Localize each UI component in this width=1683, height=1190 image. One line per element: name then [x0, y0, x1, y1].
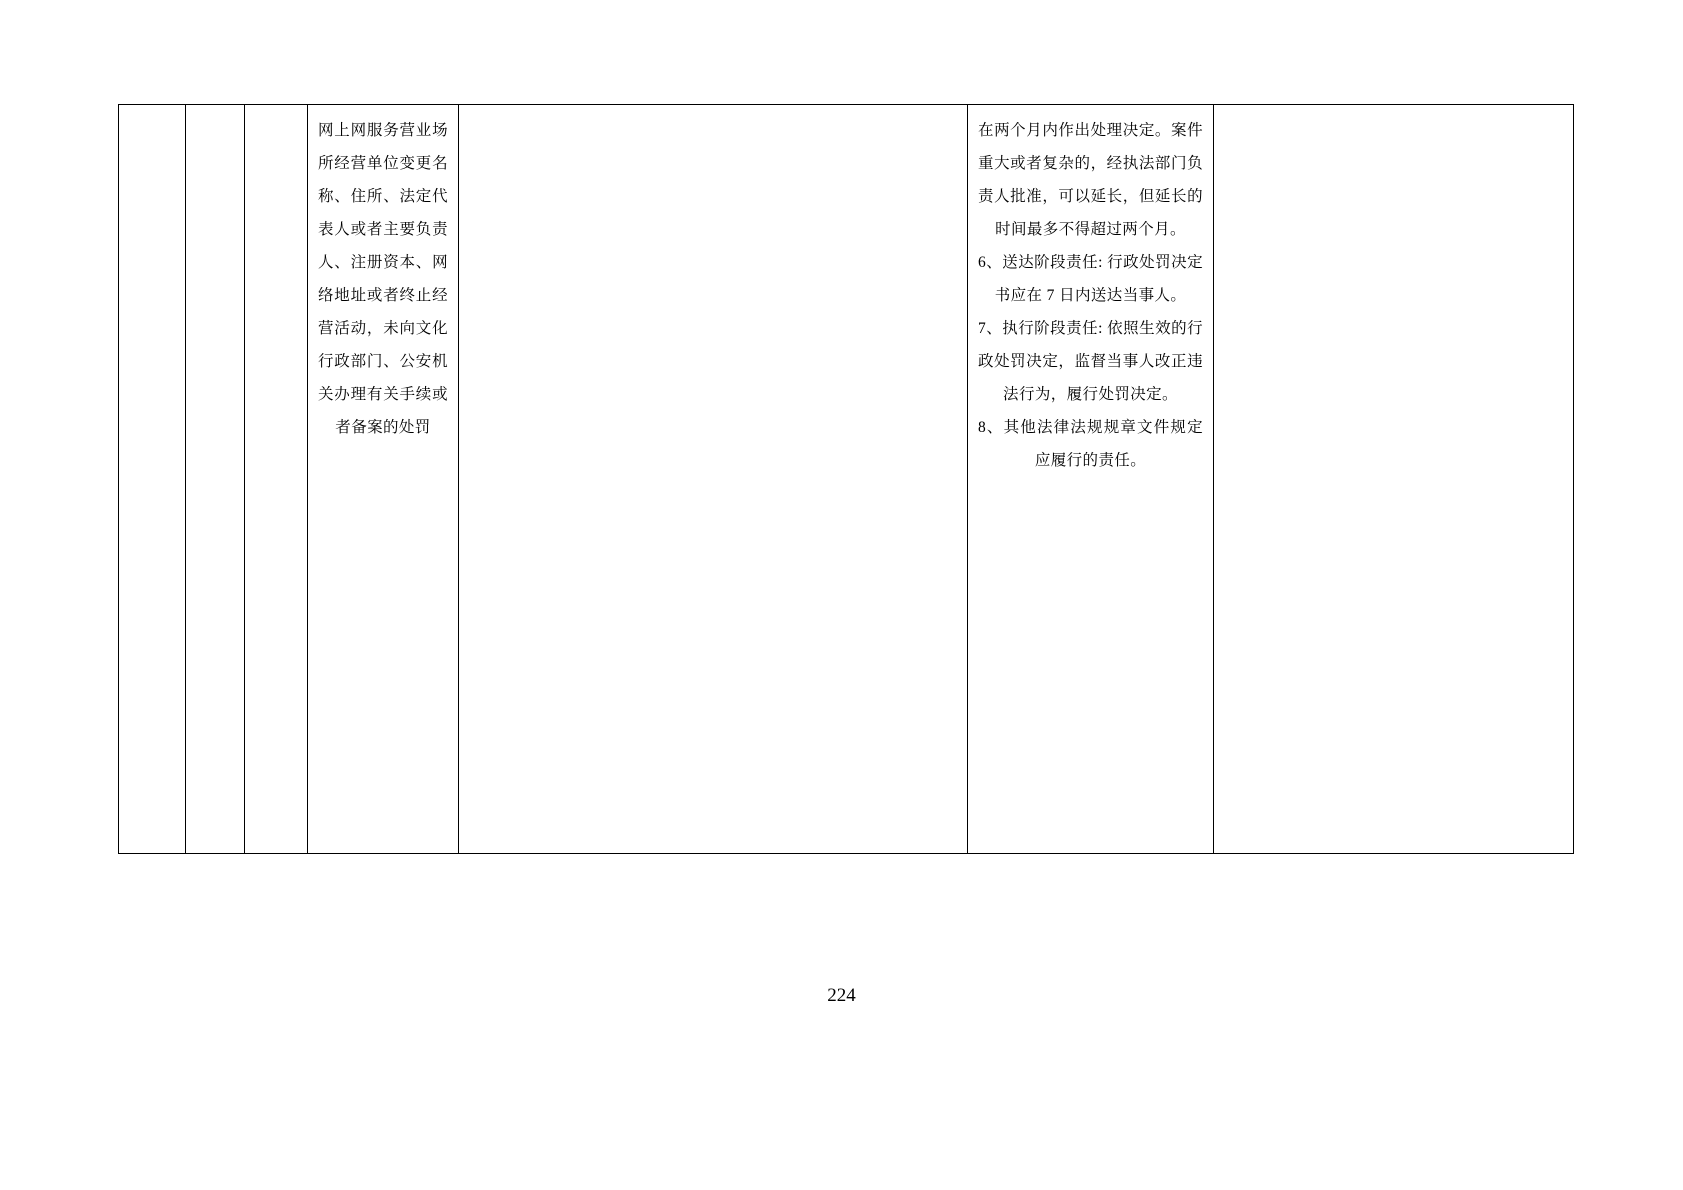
item-name-paragraph: 网上网服务营业场所经营单位变更名称、住所、法定代表人或者主要负责人、注册资本、网络地址或者终止经营活动，未向文化行政部门、公安机关办理有关手续或者备案的处罚	[318, 122, 448, 436]
page-number: 224	[827, 985, 856, 1006]
cell-type-text	[245, 105, 307, 124]
cell-responsibility-text	[968, 105, 1213, 477]
cell-item-name-text	[308, 105, 458, 444]
table-cell-item-name	[308, 105, 459, 854]
cell-category-text	[186, 105, 244, 124]
content-table	[118, 104, 1574, 854]
table-row	[119, 105, 1574, 854]
responsibility-paragraph-2: 6、送达阶段责任: 行政处罚决定书应在 7 日内送达当事人。	[978, 254, 1203, 304]
table-cell-index	[119, 105, 186, 854]
responsibility-paragraph-4: 8、其他法律法规规章文件规定应履行的责任。	[978, 419, 1203, 469]
table-cell-remarks	[1214, 105, 1574, 854]
table-cell-responsibility	[968, 105, 1214, 854]
cell-index-text	[119, 105, 185, 124]
table-cell-category	[186, 105, 245, 854]
responsibility-paragraph-1: 在两个月内作出处理决定。案件重大或者复杂的，经执法部门负责人批准，可以延长，但延长的时间最多不得超过两个月。	[978, 122, 1203, 238]
cell-basis-text	[459, 105, 967, 124]
table-cell-basis	[459, 105, 968, 854]
responsibility-paragraph-3: 7、执行阶段责任: 依照生效的行政处罚决定，监督当事人改正违法行为，履行处罚决定。	[978, 320, 1203, 403]
cell-remarks-text	[1214, 105, 1573, 124]
table-cell-type	[245, 105, 308, 854]
